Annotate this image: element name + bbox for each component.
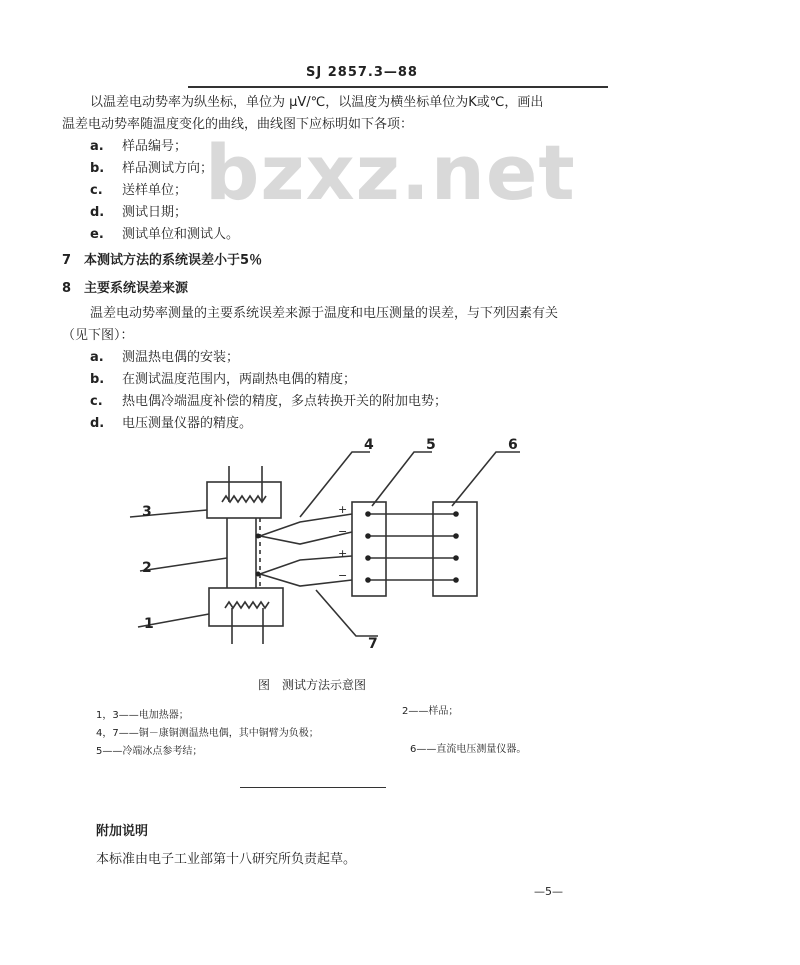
section-8-line-1: 温差电动势率测量的主要系统误差来源于温度和电压测量的误差，与下列因素有关	[90, 306, 559, 321]
list2-item-b	[90, 369, 356, 391]
sign-minus-1: −	[338, 525, 348, 538]
list2-item-a	[90, 347, 239, 369]
list2-letter: b.	[90, 372, 105, 387]
legend-voltmeter: 6——直流电压测量仪器。	[410, 744, 527, 755]
legend-heaters: 1，3——电加热器；	[96, 710, 189, 721]
list1-letter: d.	[90, 205, 105, 220]
legend-thermocouple: 4，7——铜－康铜测温热电偶，其中铜臂为负极；	[96, 728, 319, 739]
list1-letter: a.	[90, 139, 104, 154]
section-7-heading: 7 本测试方法的系统误差小于5％	[62, 253, 263, 268]
list2-text: 在测试温度范围内，两副热电偶的精度；	[122, 372, 357, 387]
standard-code: SJ 2857.3—88	[306, 65, 418, 80]
list1-item-b	[90, 158, 213, 180]
label-6: 6	[508, 437, 518, 453]
label-7: 7	[368, 636, 378, 652]
list1-text: 测试单位和测试人。	[122, 227, 240, 242]
list1-text: 送样单位；	[122, 183, 188, 198]
sign-minus-2: −	[338, 569, 348, 582]
list1-text: 样品编号；	[122, 139, 188, 154]
measurement-diagram	[0, 430, 800, 660]
legend-sample: 2——样品；	[402, 706, 459, 717]
list1-letter: b.	[90, 161, 105, 176]
list2-text: 测温热电偶的安装；	[122, 350, 240, 365]
list1-item-c	[90, 180, 187, 202]
intro-line-1: 以温差电动势率为纵坐标，单位为 μV/℃，以温度为横坐标单位为K或℃，画出	[90, 95, 544, 110]
watermark: bzxz.net	[205, 128, 576, 217]
label-3: 3	[142, 504, 152, 520]
figure-caption: 图 测试方法示意图	[258, 678, 367, 692]
legend-cold-junction: 5——冷端冰点参考结；	[96, 746, 203, 757]
list2-text: 电压测量仪器的精度。	[122, 416, 253, 431]
label-4: 4	[364, 437, 374, 453]
list1-item-a	[90, 136, 187, 158]
sign-plus-1: +	[338, 503, 348, 516]
section-8-line-2: （见下图）：	[62, 328, 134, 343]
sign-plus-2: +	[338, 547, 348, 560]
list2-letter: d.	[90, 416, 105, 431]
list1-item-e	[90, 224, 239, 246]
heater-bottom	[209, 588, 283, 626]
list1-text: 测试日期；	[122, 205, 188, 220]
label-2: 2	[142, 560, 152, 576]
appendix-text: 本标准由电子工业部第十八研究所负责起草。	[96, 852, 357, 867]
header-rule	[188, 86, 608, 88]
end-rule	[240, 787, 386, 788]
intro-line-2: 温差电动势率随温度变化的曲线，曲线图下应标明如下各项：	[62, 117, 414, 132]
list2-letter: c.	[90, 394, 103, 409]
list1-text: 样品测试方向；	[122, 161, 214, 176]
appendix-title: 附加说明	[96, 824, 149, 839]
section-8-heading: 8 主要系统误差来源	[62, 281, 189, 296]
heater-bottom-coil	[225, 602, 269, 608]
list1-letter: e.	[90, 227, 104, 242]
page-number: —5—	[534, 885, 563, 898]
list1-item-d	[90, 202, 187, 224]
list2-letter: a.	[90, 350, 104, 365]
list1-letter: c.	[90, 183, 103, 198]
list2-item-c	[90, 391, 447, 413]
label-5: 5	[426, 437, 436, 453]
label-1: 1	[144, 616, 154, 632]
list2-text: 热电偶冷端温度补偿的精度，多点转换开关的附加电势；	[122, 394, 448, 409]
